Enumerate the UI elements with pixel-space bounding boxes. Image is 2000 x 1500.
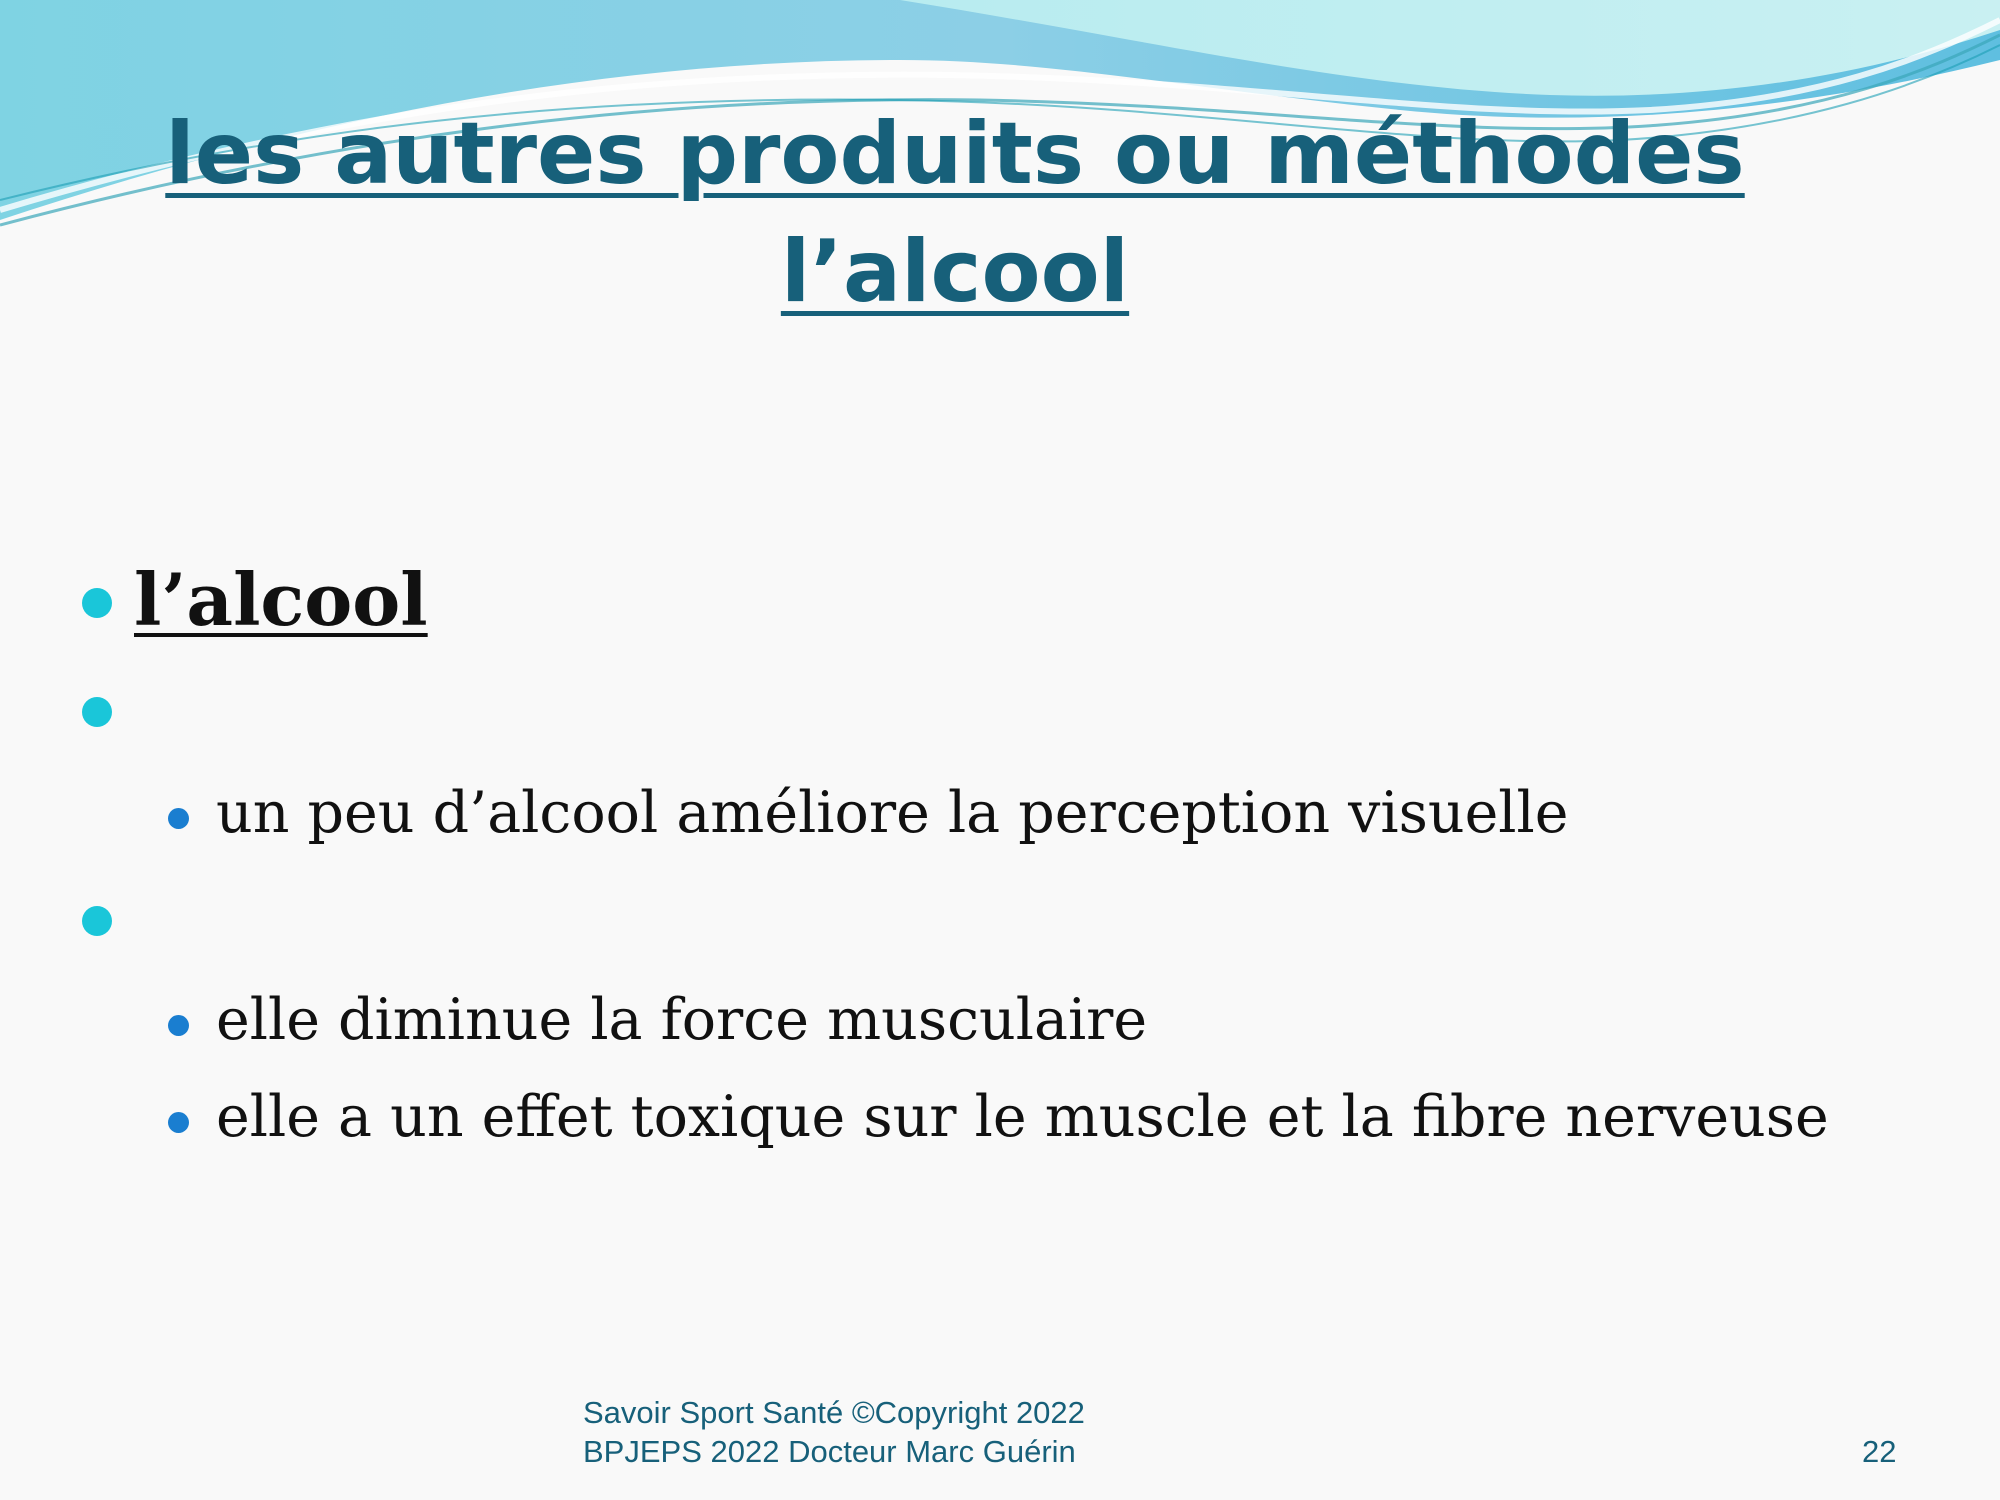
- page-number: 22: [1862, 1434, 1897, 1469]
- bullet-heading: l’alcool: [134, 557, 428, 642]
- footer-copyright: Savoir Sport Santé ©Copyright 2022: [583, 1395, 1085, 1430]
- bullet-dot: [82, 588, 112, 618]
- sub-bullet-text: un peu d’alcool améliore la perception visuelle: [216, 780, 1569, 846]
- title-line-2: l’alcool: [780, 222, 1130, 322]
- sub-bullet-dot: [168, 1112, 189, 1133]
- bullet-dot: [82, 697, 112, 727]
- sub-bullet-dot: [168, 1015, 189, 1036]
- slide-title: [0, 95, 1910, 331]
- bullet-dot: [82, 906, 112, 936]
- sub-bullet-text: elle diminue la force musculaire: [216, 987, 1148, 1053]
- sub-bullet-dot: [168, 808, 189, 829]
- sub-bullet-text: elle a un effet toxique sur le muscle et la fibre nerveuse: [216, 1084, 1829, 1150]
- footer-author: BPJEPS 2022 Docteur Marc Guérin: [583, 1434, 1076, 1469]
- title-line-1: les autres produits ou méthodes: [165, 104, 1745, 204]
